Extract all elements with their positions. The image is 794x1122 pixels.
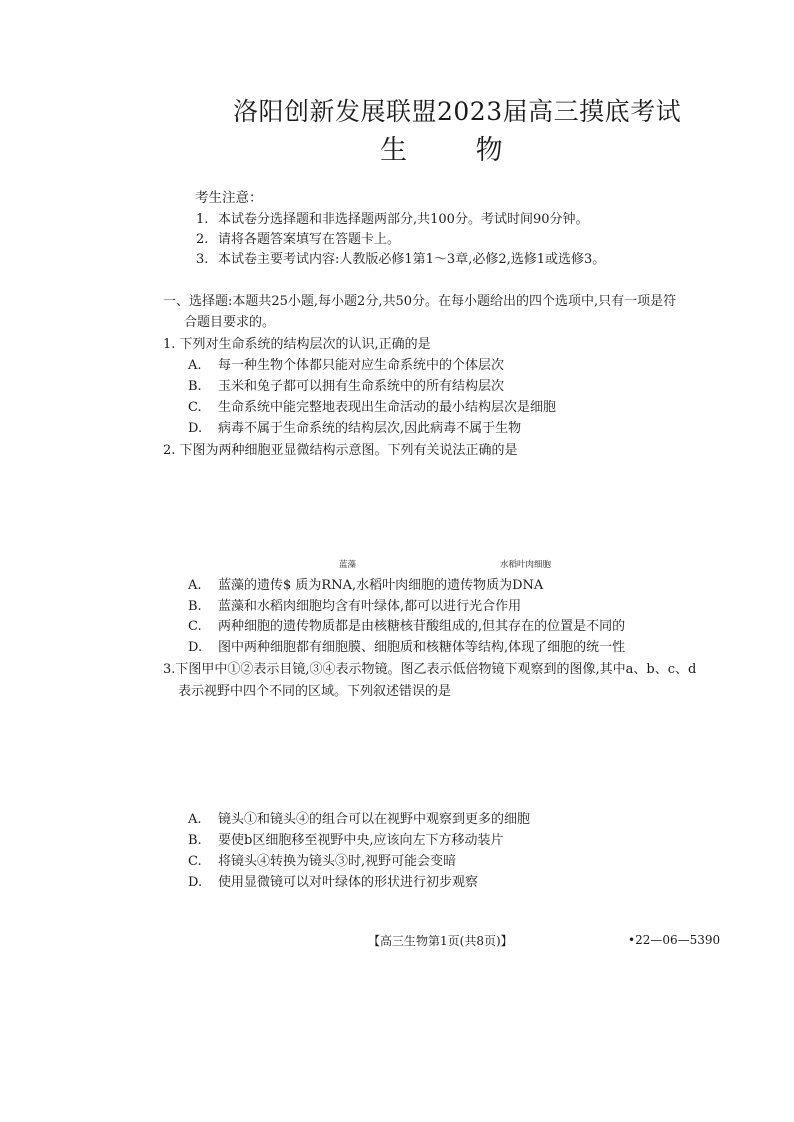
question-1-option-a: A. 每一种生物个体都只能对应生命系统中的个体层次	[188, 358, 505, 373]
question-3-stem-cont: 表示视野中四个不同的区域。下列叙述错误的是	[178, 684, 452, 699]
notice-item-num: 2.	[196, 232, 209, 247]
section-instructions: 一、选择题:本题共25小题,每小题2分,共50分。在每小题给出的四个选项中,只有一项是符	[163, 294, 677, 309]
subject-char-1: 生	[380, 135, 407, 166]
question-2-option-c: C. 两种细胞的遗传物质都是由核糖核苷酸组成的,但其存在的位置是不同的	[188, 619, 626, 634]
notice-item-num: 1.	[196, 212, 209, 227]
question-3-option-c: C. 将镜头④转换为镜头③时,视野可能会变暗	[188, 854, 457, 869]
notice-item	[196, 208, 589, 227]
section-instructions-cont: 合题目要求的。	[184, 315, 276, 330]
figure-label-rice-leaf-cell: 水稻叶肉细胞	[500, 560, 552, 570]
page-footer-label: 【高三生物第1页(共8页)】	[368, 934, 513, 948]
question-3-stem: 3.下图甲中①②表示目镜,③④表示物镜。图乙表示低倍物镜下观察到的图像,其中a、b、c、d	[163, 662, 697, 677]
notice-item	[196, 228, 400, 247]
notice-item-text: 本试卷主要考试内容:人教版必修1第1～3章,必修2,选修1或选修3。	[218, 252, 606, 267]
notice-item-num: 3.	[196, 252, 209, 267]
question-2-stem: 2. 下图为两种细胞亚显微结构示意图。下列有关说法正确的是	[163, 443, 518, 458]
subject-char-2: 物	[475, 135, 503, 166]
question-1-option-b: B. 玉米和兔子都可以拥有生命系统中的所有结构层次	[188, 379, 505, 394]
question-3-option-d: D. 使用显微镜可以对叶绿体的形状进行初步观察	[188, 875, 479, 890]
notice-item-text: 请将各题答案填写在答题卡上。	[218, 232, 401, 247]
question-2-option-a: A. 蓝藻的遗传$ 质为RNA,水稻叶肉细胞的遗传物质为DNA	[188, 578, 544, 593]
notice-item	[196, 248, 605, 267]
notice-item-text: 本试卷分选择题和非选择题两部分,共100分。考试时间90分钟。	[218, 212, 589, 227]
figure-label-cyanobacteria: 蓝藻	[339, 560, 357, 570]
question-1-option-c: C. 生命系统中能完整地表现出生命活动的最小结构层次是细胞	[188, 400, 557, 415]
question-2-option-b: B. 蓝藻和水稻肉细胞均含有叶绿体,都可以进行光合作用	[188, 599, 522, 614]
question-1-option-d: D. 病毒不属于生命系统的结构层次,因此病毒不属于生物	[188, 421, 522, 436]
subject-title	[380, 128, 503, 167]
question-3-figure	[170, 700, 670, 800]
exam-title: 洛阳创新发展联盟2023届高三摸底考试	[233, 97, 682, 126]
question-1-stem: 1. 下列对生命系统的结构层次的认识,正确的是	[163, 337, 431, 352]
question-3-option-a: A. 镜头①和镜头④的组合可以在视野中观察到更多的细胞	[188, 812, 531, 827]
question-2-figure	[170, 460, 670, 556]
question-2-option-d: D. 图中两种细胞都有细胞膜、细胞质和核糖体等结构,体现了细胞的统一性	[188, 640, 626, 655]
question-3-option-b: B. 要使b区细胞移至视野中央,应该向左下方移动装片	[188, 833, 504, 848]
page-footer-code: •22—06—5390	[628, 933, 721, 947]
notice-heading: 考生注意：	[195, 190, 263, 206]
